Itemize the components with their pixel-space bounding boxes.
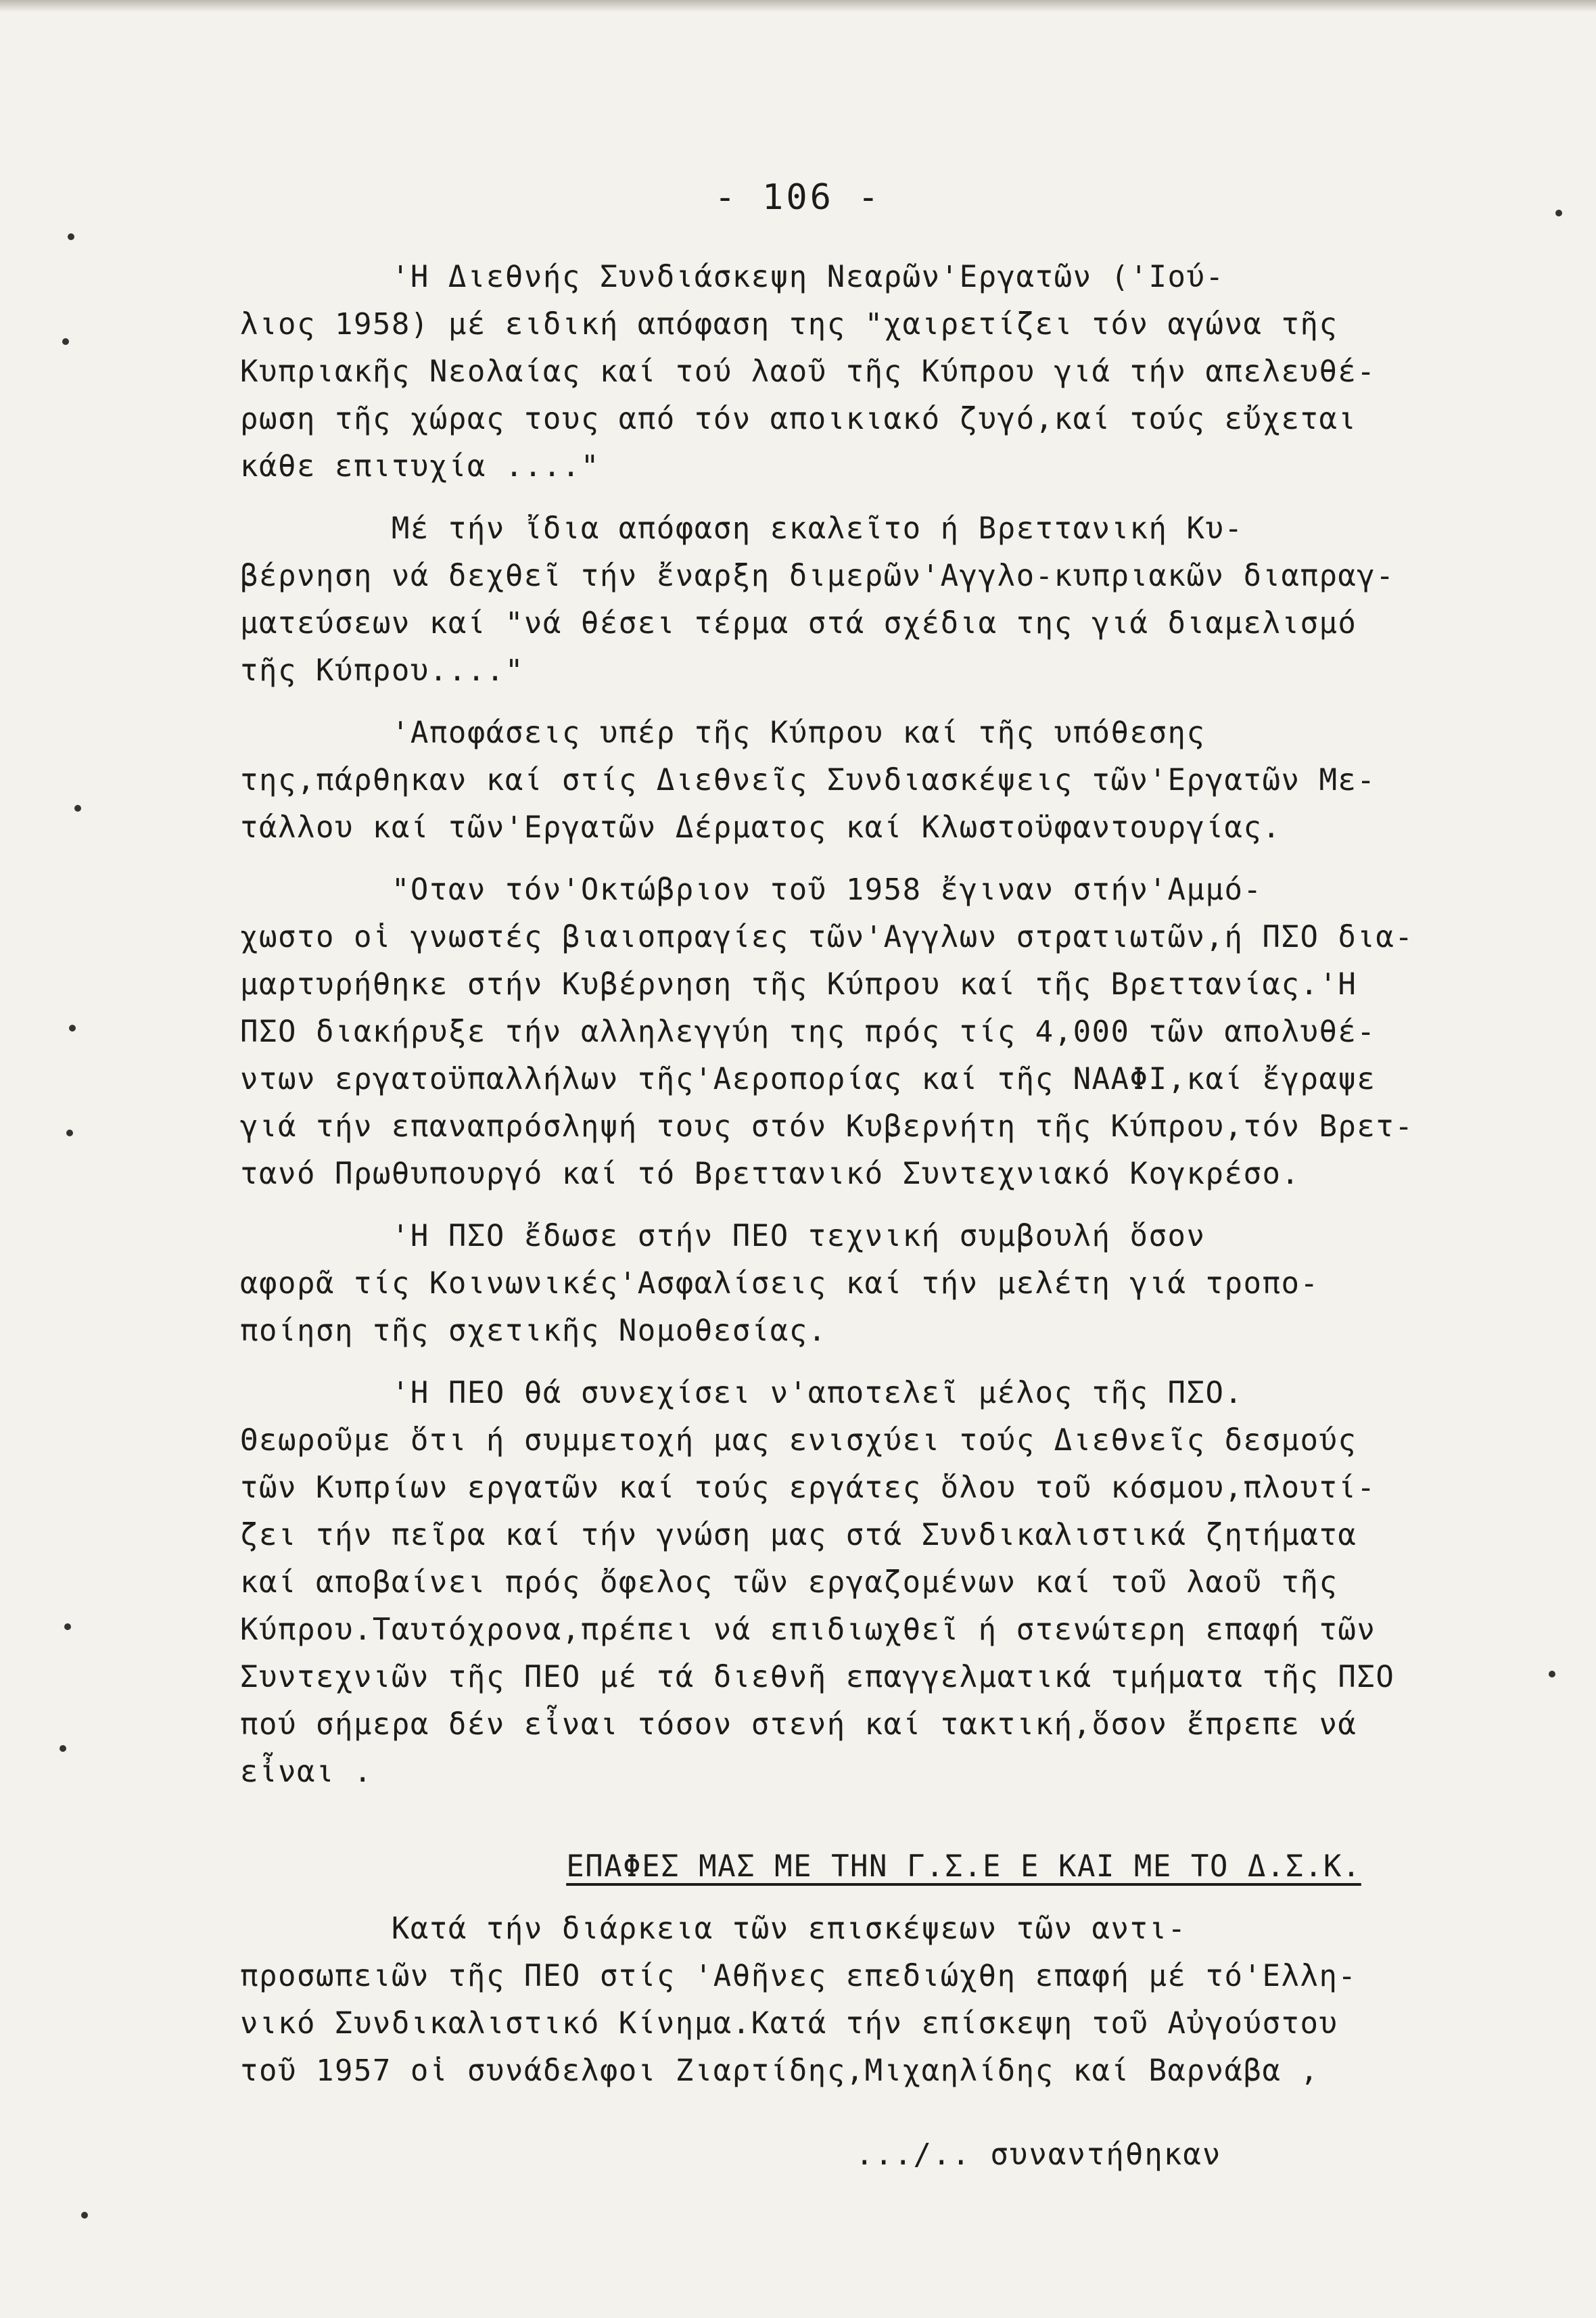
text-line: τῆς Κύπρου...." (240, 653, 524, 688)
final-paragraph (240, 1905, 1511, 2095)
body-text (240, 254, 1511, 2095)
paragraph (240, 505, 1511, 695)
paragraph-gap (240, 490, 1511, 505)
text-line: ρωση τῆς χώρας τους από τόν αποικιακό ζυγό,καί τούς εὔχεται (240, 402, 1357, 436)
text-line: Συντεχνιῶν τῆς ΠΕΟ μέ τά διεθνῆ επαγγελματικά τμήματα τῆς ΠΣΟ (240, 1660, 1395, 1694)
scan-speck (60, 1745, 66, 1752)
text-line: Κυπριακῆς Νεολαίας καί τού λαοῦ τῆς Κύπρου γιά τήν απελευθέ- (240, 354, 1376, 389)
scan-speck (68, 233, 74, 240)
text-line: βέρνηση νά δεχθεῖ τήν ἔναρξη διμερῶν'Αγγλο-κυπριακῶν διαπραγ- (240, 559, 1395, 593)
text-line: της,πάρθηκαν καί στίς Διεθνεῖς Συνδιασκέψεις τῶν'Εργατῶν Με- (240, 763, 1376, 797)
text-line: εἶναι . (240, 1755, 373, 1789)
scan-speck (62, 338, 69, 345)
paragraph (240, 254, 1511, 490)
text-line: Μέ τήν ἴδια απόφαση εκαλεῖτο ή Βρεττανική Κυ- (240, 511, 1244, 546)
paragraph (240, 1213, 1511, 1355)
text-line: ΠΣΟ διακήρυξε τήν αλληλεγγύη της πρός τίς 4,000 τῶν απολυθέ- (240, 1015, 1376, 1049)
text-line: κάθε επιτυχία ...." (240, 449, 600, 484)
text-line: ντων εργατοϋπαλλήλων τῆς'Αεροπορίας καί τῆς ΝΑΑΦΙ,καί ἔγραψε (240, 1062, 1376, 1096)
scan-speck (74, 805, 81, 812)
text-line: 'Η ΠΕΟ θά συνεχίσει ν'αποτελεῖ μέλος τῆς ΠΣΟ. (240, 1376, 1244, 1410)
text-line: αφορᾶ τίς Κοινωνικές'Ασφαλίσεις καί τήν μελέτη γιά τροπο- (240, 1266, 1319, 1301)
paragraph (240, 1905, 1511, 2095)
text-line: τάλλου καί τῶν'Εργατῶν Δέρματος καί Κλωστοϋφαντουργίας. (240, 810, 1282, 845)
text-line: νικό Συνδικαλιστικό Κίνημα.Κατά τήν επίσκεψη τοῦ Αὐγούστου (240, 2006, 1338, 2041)
scan-speck (1549, 1671, 1555, 1677)
paragraph-gap (240, 1355, 1511, 1370)
scan-speck (64, 1623, 71, 1630)
text-line: Κατά τήν διάρκεια τῶν επισκέψεων τῶν αντι- (240, 1911, 1187, 1946)
paragraph-gap (240, 852, 1511, 866)
text-line: τοῦ 1957 οἱ συνάδελφοι Ζιαρτίδης,Μιχαηλίδης καί Βαρνάβα , (240, 2054, 1319, 2088)
text-line: προσωπειῶν τῆς ΠΕΟ στίς 'Αθῆνες επεδιώχθη επαφή μέ τό'Ελλη- (240, 1959, 1357, 1993)
page-number: - 106 - (714, 177, 882, 218)
text-line: ζει τήν πεῖρα καί τήν γνώση μας στά Συνδικαλιστικά ζητήματα (240, 1518, 1357, 1552)
text-line: γιά τήν επαναπρόσληψή τους στόν Κυβερνήτη τῆς Κύπρου,τόν Βρετ- (240, 1109, 1414, 1144)
section-heading: ΕΠΑΦΕΣ ΜΑΣ ΜΕ ΤΗΝ Γ.Σ.Ε Ε ΚΑΙ ΜΕ ΤΟ Δ.Σ.Κ. (566, 1849, 1361, 1884)
paragraph (240, 710, 1511, 852)
text-line: Θεωροῦμε ὅτι ή συμμετοχή μας ενισχύει τούς Διεθνεῖς δεσμούς (240, 1423, 1357, 1458)
paragraph (240, 1370, 1511, 1796)
scan-speck (66, 1130, 73, 1136)
text-line: Κύπρου.Ταυτόχρονα,πρέπει νά επιδιωχθεῖ ή στενώτερη επαφή τῶν (240, 1613, 1376, 1647)
scan-speck (1555, 210, 1562, 216)
text-line: ματεύσεων καί "νά θέσει τέρμα στά σχέδια της γιά διαμελισμό (240, 606, 1357, 641)
scan-speck (81, 2212, 88, 2219)
text-line: 'Η Διεθνής Συνδιάσκεψη Νεαρῶν'Εργατῶν ('Ιού- (240, 260, 1225, 294)
paragraph (240, 866, 1511, 1198)
paragraph-gap (240, 695, 1511, 710)
text-line: 'Η ΠΣΟ ἔδωσε στήν ΠΕΟ τεχνική συμβουλή ὅσον (240, 1219, 1206, 1253)
paragraph-gap (240, 1198, 1511, 1213)
text-line: 'Αποφάσεις υπέρ τῆς Κύπρου καί τῆς υπόθεσης (240, 716, 1206, 750)
text-line: πού σήμερα δέν εἶναι τόσον στενή καί τακτική,ὅσον ἔπρεπε νά (240, 1707, 1357, 1742)
text-line: τανό Πρωθυπουργό καί τό Βρεττανικό Συντεχνιακό Κογκρέσο. (240, 1157, 1300, 1191)
text-line: τῶν Κυπρίων εργατῶν καί τούς εργάτες ὅλου τοῦ κόσμου,πλουτί- (240, 1470, 1376, 1505)
text-line: καί αποβαίνει πρός ὄφελος τῶν εργαζομένων καί τοῦ λαοῦ τῆς (240, 1565, 1338, 1600)
text-line: ποίηση τῆς σχετικῆς Νομοθεσίας. (240, 1314, 827, 1348)
scan-speck (69, 1025, 76, 1031)
text-line: χωστο οἱ γνωστές βιαιοπραγίες τῶν'Αγγλων στρατιωτῶν,ή ΠΣΟ δια- (240, 920, 1414, 954)
text-line: λιος 1958) μέ ειδική απόφαση της "χαιρετίζει τόν αγώνα τῆς (240, 307, 1338, 342)
continuation-note: .../.. συναντήθηκαν (855, 2137, 1222, 2172)
text-line: "Οταν τόν'Οκτώβριον τοῦ 1958 ἔγιναν στήν'Αμμό- (240, 873, 1263, 907)
scan-edge (0, 0, 1596, 12)
paragraph-list (240, 254, 1511, 1796)
text-line: μαρτυρήθηκε στήν Κυβέρνηση τῆς Κύπρου καί τῆς Βρεττανίας.'Η (240, 967, 1357, 1002)
